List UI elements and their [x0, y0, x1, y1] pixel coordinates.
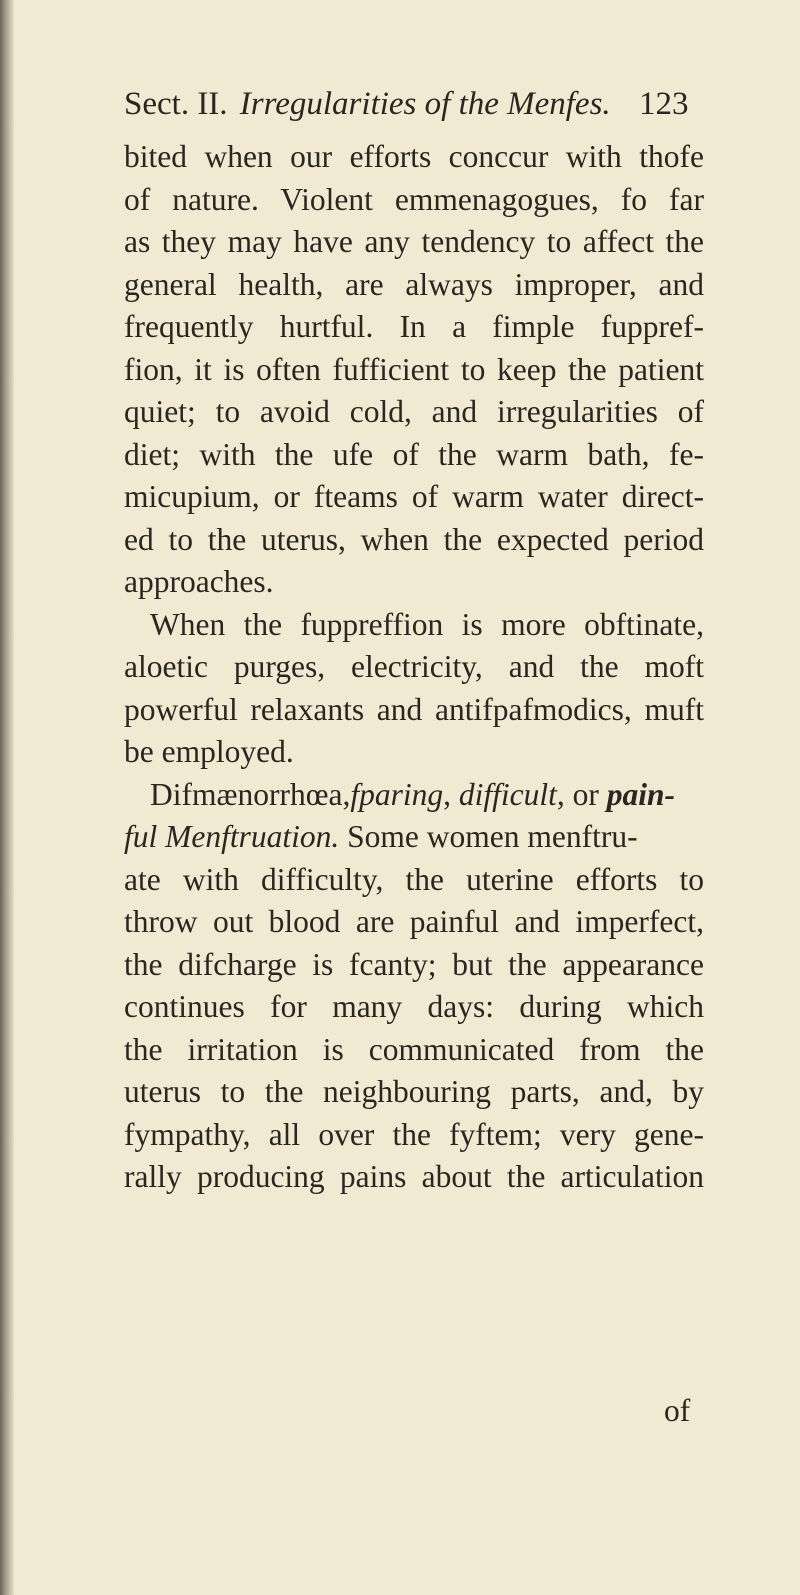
catchword: of: [664, 1393, 691, 1428]
text-line: micupium, or fteams of warm water direct-: [124, 479, 704, 514]
running-header: [124, 80, 724, 128]
term-difficult: difficult: [458, 776, 557, 812]
text-line: ed to the uterus, when the expected period: [124, 521, 704, 557]
text-line: powerful relaxants and antifpafmodics, muft: [124, 691, 704, 727]
text-line: diet; with the ufe of the warm bath, fe-: [124, 436, 704, 472]
text-segment: Some women menftru-: [347, 819, 638, 854]
section-heading-line: [124, 774, 704, 817]
text-line: general health, are always improper, and: [124, 266, 704, 302]
text-line: fympathy, all over the fyftem; very gene-: [124, 1116, 704, 1152]
text-line: bited when our efforts conccur with thofe: [124, 139, 704, 174]
text-line: quiet; to avoid cold, and irregularities of: [124, 394, 704, 429]
text-line: [124, 816, 704, 859]
text-line: rally producing pains about the articulation: [124, 1159, 704, 1194]
text-line: aloetic purges, electricity, and the moft: [124, 649, 704, 684]
text-line: fion, it is often fufficient to keep the patient: [124, 351, 704, 387]
body-text: [124, 136, 704, 1199]
text-line: continues for many days: during which: [124, 989, 704, 1024]
text-line: the difcharge is fcanty; but the appearance: [124, 946, 704, 982]
text-line: as they may have any tendency to affect the: [124, 224, 704, 259]
term-menstruation: ful Menftruation.: [124, 819, 340, 854]
term-painful: pain-: [606, 776, 675, 812]
text-line: be employed.: [124, 734, 294, 769]
text-line: frequently hurtful. In a fimple fuppref-: [124, 309, 704, 344]
text-line: of nature. Violent emmenagogues, fo far: [124, 181, 704, 217]
text-line: throw out blood are painful and imperfect,: [124, 904, 704, 939]
page-number: 123: [638, 86, 689, 122]
text-line: the irritation is communicated from the: [124, 1031, 704, 1067]
punctuation: ,: [443, 776, 451, 812]
term-dysmenorrhoea: Difmænorrhœa,: [150, 776, 351, 812]
text-line: ate with difficulty, the uterine efforts to: [124, 861, 704, 897]
text-line: uterus to the neighbouring parts, and, by: [124, 1074, 704, 1109]
term-sparing: fparing: [350, 776, 444, 812]
text-line: approaches.: [124, 564, 274, 599]
section-label: Sect. II.: [124, 86, 228, 122]
text-line: When the fuppreffion is more obftinate,: [150, 606, 704, 642]
punctuation: , or: [556, 776, 599, 812]
running-title: Irregularities of the Menfes.: [239, 86, 611, 122]
